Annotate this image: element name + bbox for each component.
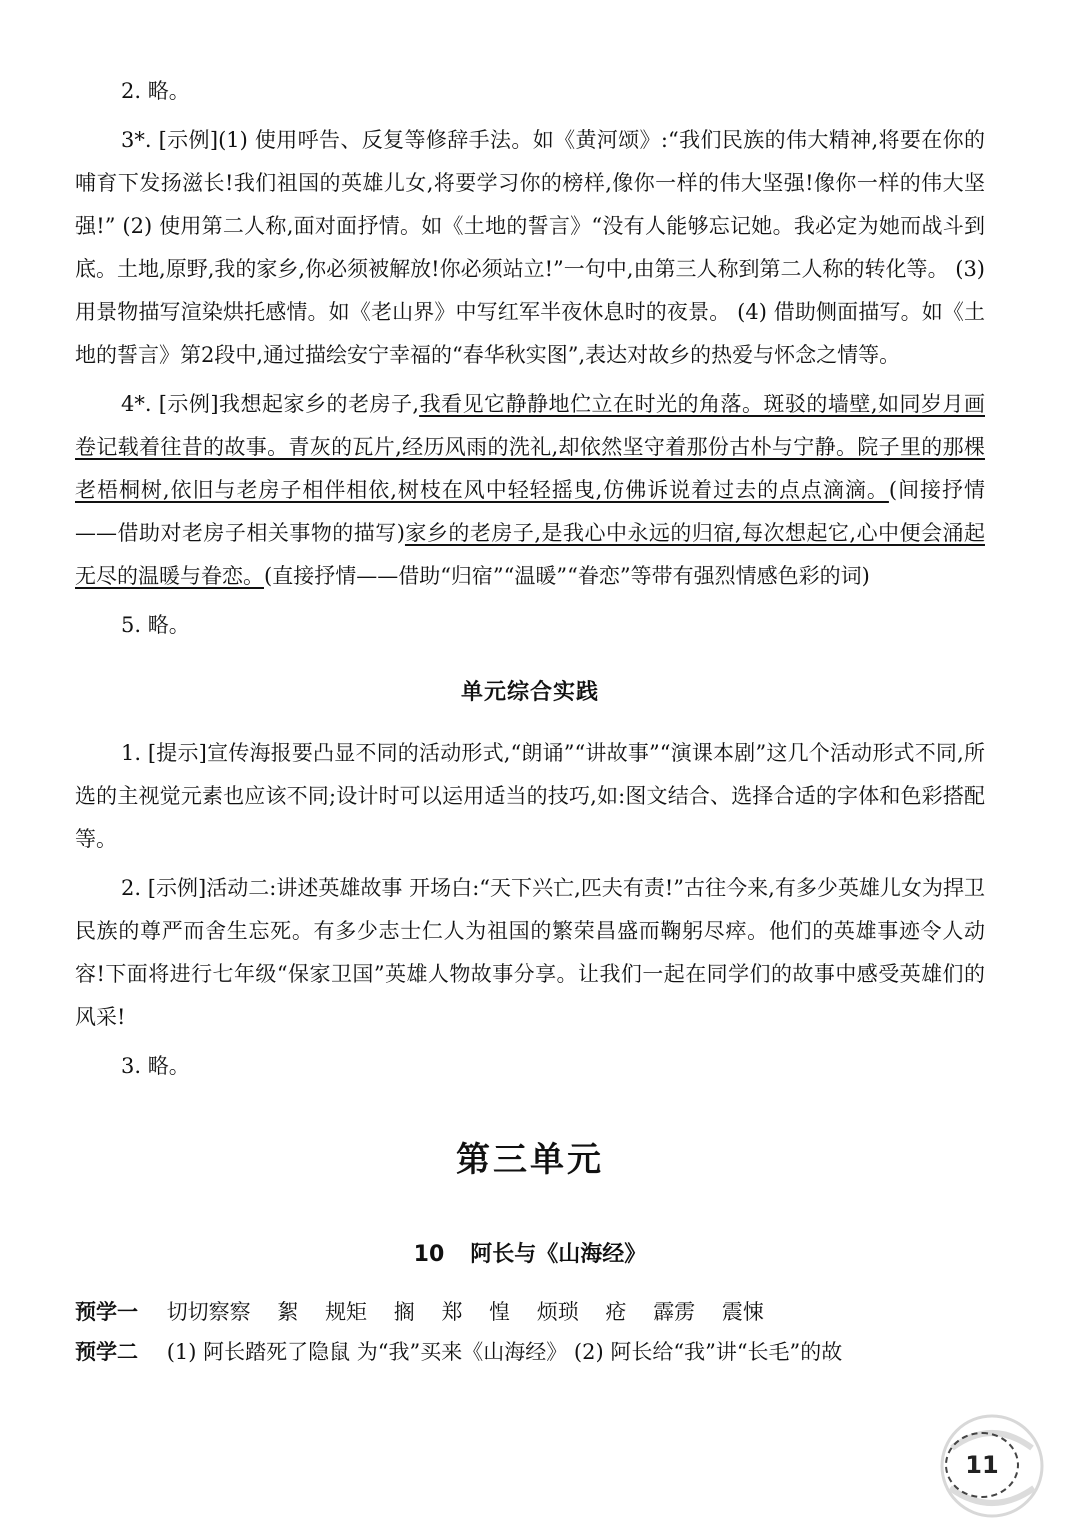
underlined-indirect-lyric: 我看见它静静地伫立在时光的角落。斑驳的墙壁,如同岁月画卷记载着往昔的故事。青灰的瓦片,经历风雨的洗礼,却依然坚守着那份古朴与宁静。院子里的那棵老梧桐树,依旧与老房子相伴相依,树枝在风中轻轻摇曳,仿佛诉说着过去的点点滴滴。 (75, 392, 985, 502)
unit-title: 第三单元 (456, 1140, 604, 1180)
prestudy-1 (75, 1292, 985, 1332)
practice-item-1: 1. [提示]宣传海报要凸显不同的活动形式,“朗诵”“讲故事”“演课本剧”这几个活动形式不同,所选的主视觉元素也应该不同;设计时可以运用适当的技巧,如:图文结合、选择合适的字体和色彩搭配等。 (75, 741, 985, 851)
practice-item-3: 3. 略。 (121, 1054, 190, 1078)
word: 震悚 (721, 1300, 764, 1324)
answer-item-4 (75, 383, 985, 598)
word: 疮 (605, 1300, 627, 1324)
lesson-name: 阿长与《山海经》 (470, 1242, 647, 1267)
lesson-number: 10 (413, 1242, 445, 1267)
lesson-title (75, 1237, 985, 1268)
annotation-direct: (直接抒情——借助“归宿”“温暖”“眷恋”等带有强烈情感色彩的词) (264, 564, 870, 588)
word: 惶 (489, 1300, 511, 1324)
word: 絮 (277, 1300, 299, 1324)
answer-item-3: 3*. [示例](1) 使用呼告、反复等修辞手法。如《黄河颂》:“我们民族的伟大精神,将要在你的哺育下发扬滋长!我们祖国的英雄儿女,将要学习你的榜样,像你一样的伟大坚强!像你一样的伟大坚强!” (2) 使用第二人称,面对面抒情。如《土地的誓言》“没有人能够忘记她。我必定为她而战斗到底。土地,原野,我的家乡,你必须被解放!你必须站立!”一句中,由第三人称到第二人称的转化等。 (3) 用景物描写渲染烘托感情。如《老山界》中写红军半夜休息时的夜景。 (4) 借助侧面描写。如《土地的誓言》第2段中,通过描绘安宁幸福的“春华秋实图”,表达对故乡的热爱与怀念之情等。 (75, 128, 985, 367)
prestudy-2-text: (1) 阿长踏死了隐鼠 为“我”买来《山海经》 (2) 阿长给“我”讲“长毛”的故 (166, 1340, 843, 1364)
answer-item-4-lead: 4*. [示例]我想起家乡的老房子, (121, 392, 420, 416)
word: 规矩 (325, 1300, 368, 1324)
word: 搁 (393, 1300, 415, 1324)
word: 烦琐 (536, 1300, 579, 1324)
word: 霹雳 (653, 1300, 696, 1324)
answer-page (75, 70, 985, 1372)
prestudy-2-label: 预学二 (75, 1340, 138, 1364)
answer-item-2: 2. 略。 (121, 79, 190, 103)
prestudy-1-words (167, 1300, 784, 1324)
prestudy-1-label: 预学一 (75, 1300, 138, 1324)
prestudy-2 (75, 1332, 985, 1372)
word: 郑 (441, 1300, 463, 1324)
answer-item-5: 5. 略。 (121, 613, 190, 637)
word: 切切察察 (166, 1300, 251, 1324)
annotation-indirect: (间接抒情——借助对老房子相关事物的描写) (75, 478, 985, 545)
practice-item-2: 2. [示例]活动二:讲述英雄故事 开场白:“天下兴亡,匹夫有责!”古往今来,有多少英雄儿女为捍卫民族的尊严而舍生忘死。有多少志士仁人为祖国的繁荣昌盛而鞠躬尽瘁。他们的英雄事迹令人动容!下面将进行七年级“保家卫国”英雄人物故事分享。让我们一起在同学们的故事中感受英雄们的风采! (75, 876, 985, 1029)
underlined-direct-lyric: 家乡的老房子,是我心中永远的归宿,每次想起它,心中便会涌起无尽的温暖与眷恋。 (75, 521, 985, 588)
page-number: 11 (945, 1432, 1019, 1498)
section-title: 单元综合实践 (460, 680, 599, 705)
